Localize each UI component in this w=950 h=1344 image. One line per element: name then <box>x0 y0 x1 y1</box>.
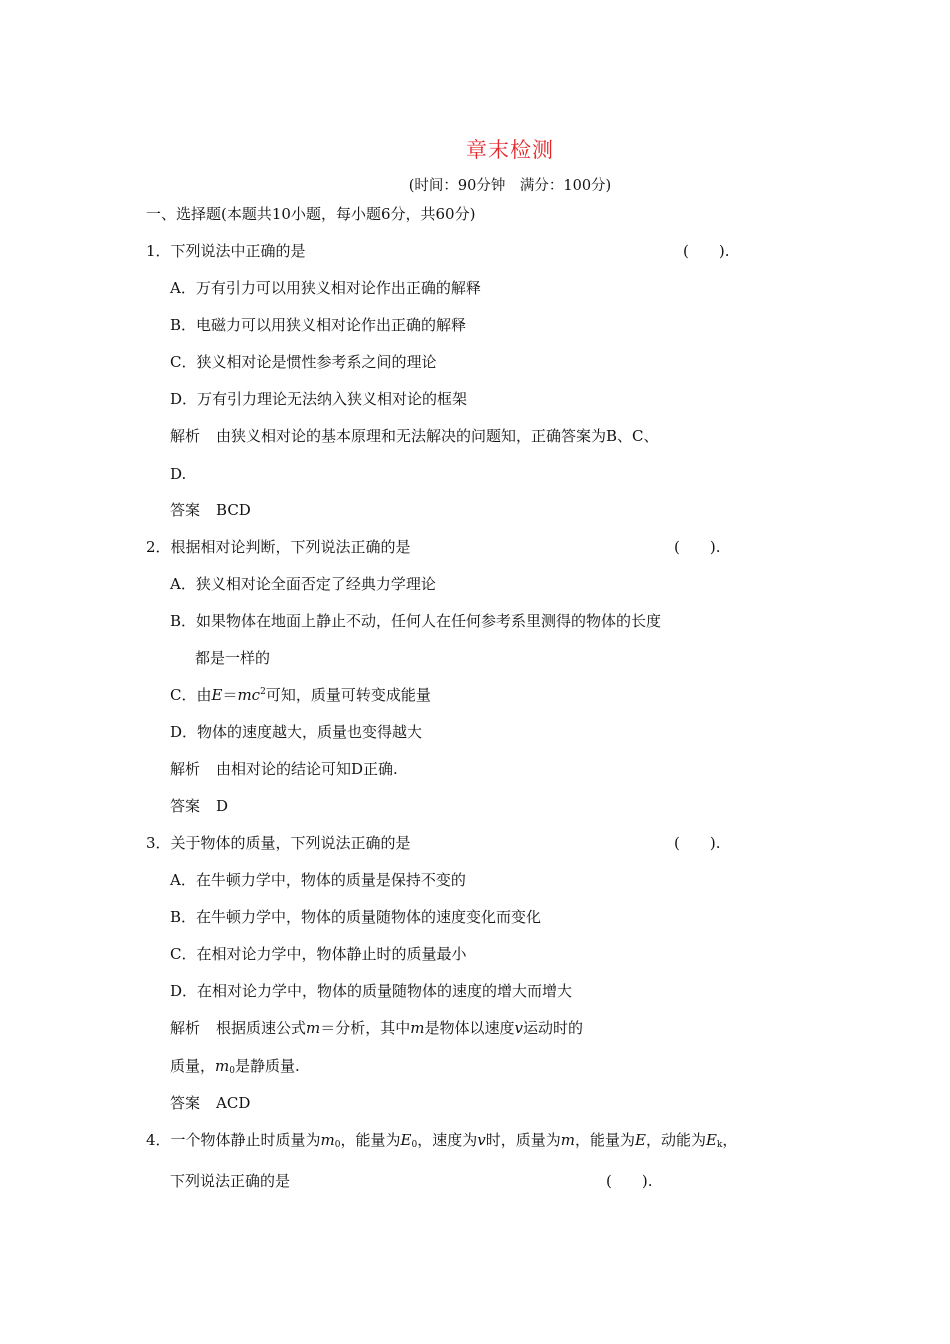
q1-option-a: A．万有引力可以用狭义相对论作出正确的解释 <box>170 279 481 297</box>
q2-option-b-cont: 都是一样的 <box>195 649 271 667</box>
q4-stem-cont: 下列说法正确的是 <box>170 1172 291 1190</box>
q1-analysis-text: 由狭义相对论的基本原理和无法解决的问题知，正确答案为B、C、 <box>216 427 659 445</box>
q2-analysis <box>170 759 398 779</box>
page-title: 章末检测 <box>466 138 554 162</box>
q3-option-b: B．在牛顿力学中，物体的质量随物体的速度变化而变化 <box>170 908 542 926</box>
q1-option-c: C．狭义相对论是惯性参考系之间的理论 <box>170 353 437 371</box>
q1-answer-paren: ( ). <box>683 242 730 260</box>
q1-option-d: D．万有引力理论无法纳入狭义相对论的框架 <box>170 390 468 408</box>
q4-stem: 4．一个物体静止时质量为$m_0$，能量为$E_0$，速度为v时，质量为m，能量为E，动能为$E_k$， <box>146 1131 738 1150</box>
q1-analysis-cont: D. <box>170 465 187 483</box>
q1-answer <box>170 500 251 520</box>
q3-option-a: A．在牛顿力学中，物体的质量是保持不变的 <box>170 871 466 889</box>
q4-answer-paren: ( ). <box>606 1172 653 1190</box>
q2-stem: 2．根据相对论判断，下列说法正确的是 <box>146 538 411 556</box>
q3-answer <box>170 1093 250 1113</box>
answer-label: 答案 <box>170 501 201 519</box>
analysis-label: 解析 <box>170 760 201 778</box>
q3-stem: 3．关于物体的质量，下列说法正确的是 <box>146 834 411 852</box>
q2-option-a: A．狭义相对论全面否定了经典力学理论 <box>170 575 436 593</box>
q1-answer-value: BCD <box>216 501 251 519</box>
q2-analysis-text: 由相对论的结论可知D正确. <box>216 760 398 778</box>
q3-answer-paren: ( ). <box>674 834 721 852</box>
section-heading: 一、选择题(本题共10小题，每小题6分，共60分) <box>146 205 476 223</box>
q2-answer-value: D <box>216 797 229 815</box>
q1-stem: 1．下列说法中正确的是 <box>146 242 306 260</box>
q3-option-d: D．在相对论力学中，物体的质量随物体的速度的增大而增大 <box>170 982 573 1000</box>
q2-answer <box>170 796 228 816</box>
answer-label: 答案 <box>170 1094 201 1112</box>
analysis-label: 解析 <box>170 1019 201 1037</box>
q2-answer-paren: ( ). <box>674 538 721 556</box>
q1-analysis <box>170 426 659 446</box>
q3-option-c: C．在相对论力学中，物体静止时的质量最小 <box>170 945 467 963</box>
q3-answer-value: ACD <box>216 1094 251 1112</box>
q3-analysis: 解析 根据质速公式m＝分析，其中m是物体以速度v运动时的 <box>170 1019 584 1037</box>
q2-option-b: B．如果物体在地面上静止不动，任何人在任何参考系里测得的物体的长度 <box>170 612 662 630</box>
q1-option-b: B．电磁力可以用狭义相对论作出正确的解释 <box>170 316 467 334</box>
answer-label: 答案 <box>170 797 201 815</box>
exam-info: (时间：90分钟 满分：100分) <box>408 178 612 194</box>
q2-option-d: D．物体的速度越大，质量也变得越大 <box>170 723 423 741</box>
q2-option-c: C．由$E=mc^2$可知，质量可转变成能量 <box>170 686 431 704</box>
q3-analysis-cont: 质量，$m_0$是静质量. <box>170 1057 300 1076</box>
analysis-label: 解析 <box>170 427 201 445</box>
